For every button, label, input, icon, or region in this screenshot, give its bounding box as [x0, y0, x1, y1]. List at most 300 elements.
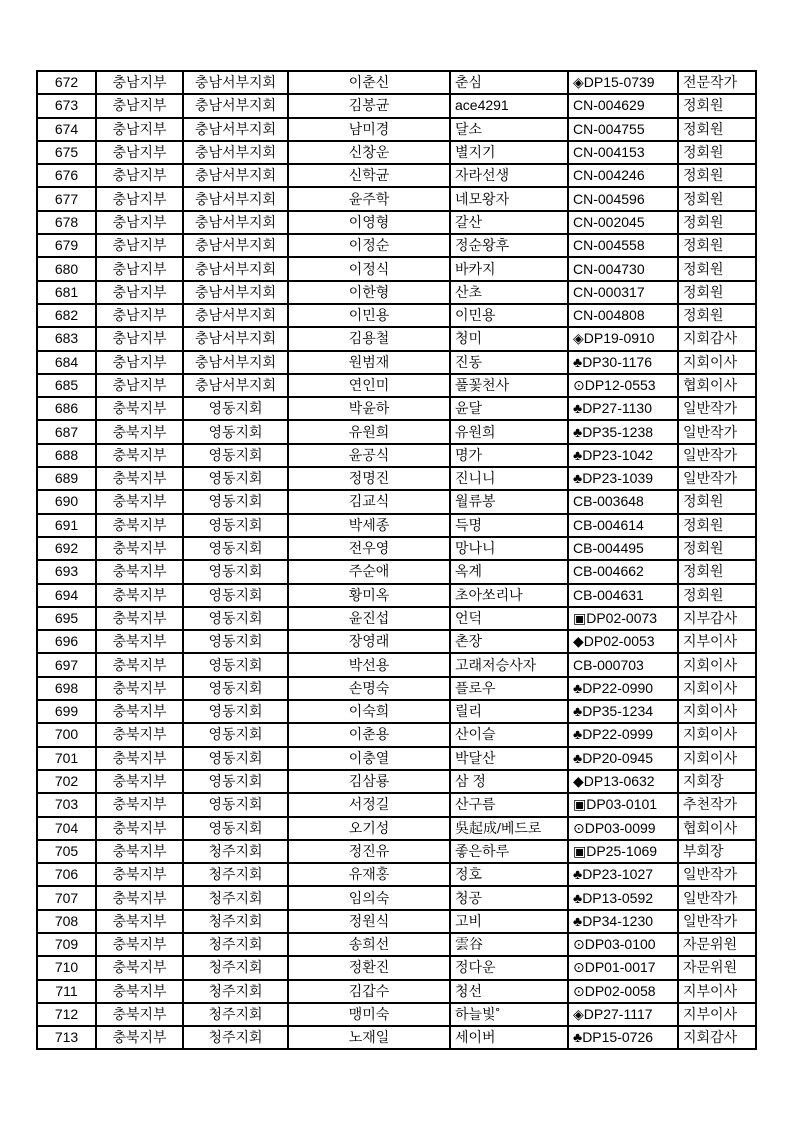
- cell-chapter: 영동지회: [183, 537, 288, 560]
- cell-branch: 충북지부: [96, 1026, 183, 1049]
- cell-pen-name: 별지기: [450, 141, 568, 164]
- cell-chapter: 청주지회: [183, 910, 288, 933]
- cell-member-code: CB-004495: [568, 537, 678, 560]
- cell-no: 699: [37, 700, 96, 723]
- cell-chapter: 청주지회: [183, 1003, 288, 1026]
- cell-name: 이춘용: [288, 723, 450, 746]
- cell-grade: 지회이사: [678, 677, 756, 700]
- cell-name: 신학균: [288, 164, 450, 187]
- cell-pen-name: 바카지: [450, 257, 568, 280]
- cell-grade: 지회이사: [678, 747, 756, 770]
- cell-grade: 정회원: [678, 304, 756, 327]
- cell-name: 노재일: [288, 1026, 450, 1049]
- table-row: [37, 863, 756, 886]
- cell-branch: 충남지부: [96, 327, 183, 350]
- cell-chapter: 충남서부지회: [183, 118, 288, 141]
- cell-grade: 정회원: [678, 560, 756, 583]
- cell-name: 박윤하: [288, 397, 450, 420]
- cell-branch: 충북지부: [96, 956, 183, 979]
- cell-grade: 일반작가: [678, 863, 756, 886]
- cell-chapter: 충남서부지회: [183, 234, 288, 257]
- cell-member-code: ◈DP27-1117: [568, 1003, 678, 1026]
- cell-chapter: 영동지회: [183, 514, 288, 537]
- cell-member-code: ♣DP34-1230: [568, 910, 678, 933]
- cell-chapter: 영동지회: [183, 630, 288, 653]
- cell-grade: 지회감사: [678, 1026, 756, 1049]
- cell-member-code: ♣DP35-1238: [568, 420, 678, 443]
- cell-name: 이충열: [288, 747, 450, 770]
- cell-name: 이민용: [288, 304, 450, 327]
- table-row: [37, 1026, 756, 1049]
- table-row: [37, 910, 756, 933]
- cell-name: 정명진: [288, 467, 450, 490]
- cell-chapter: 충남서부지회: [183, 141, 288, 164]
- cell-member-code: ⊙DP03-0100: [568, 933, 678, 956]
- cell-no: 704: [37, 817, 96, 840]
- cell-pen-name: 청미: [450, 327, 568, 350]
- cell-name: 윤주학: [288, 187, 450, 210]
- cell-pen-name: 명가: [450, 444, 568, 467]
- cell-pen-name: 진동: [450, 351, 568, 374]
- cell-chapter: 영동지회: [183, 793, 288, 816]
- cell-name: 주순애: [288, 560, 450, 583]
- table-row: [37, 118, 756, 141]
- table-row: [37, 187, 756, 210]
- cell-pen-name: 초아쏘리나: [450, 584, 568, 607]
- cell-chapter: 영동지회: [183, 723, 288, 746]
- cell-name: 이영형: [288, 211, 450, 234]
- cell-branch: 충남지부: [96, 374, 183, 397]
- cell-name: 이한형: [288, 281, 450, 304]
- cell-name: 김봉균: [288, 94, 450, 117]
- table-row: [37, 747, 756, 770]
- cell-branch: 충북지부: [96, 980, 183, 1003]
- cell-no: 685: [37, 374, 96, 397]
- cell-name: 이춘신: [288, 71, 450, 94]
- cell-grade: 정회원: [678, 281, 756, 304]
- cell-member-code: CN-004808: [568, 304, 678, 327]
- cell-name: 윤진섭: [288, 607, 450, 630]
- cell-chapter: 충남서부지회: [183, 187, 288, 210]
- cell-grade: 지부이사: [678, 1003, 756, 1026]
- cell-pen-name: 갈산: [450, 211, 568, 234]
- cell-chapter: 영동지회: [183, 584, 288, 607]
- cell-grade: 지부이사: [678, 630, 756, 653]
- roster-body: [37, 71, 756, 1049]
- table-row: [37, 304, 756, 327]
- cell-chapter: 충남서부지회: [183, 327, 288, 350]
- cell-name: 김용철: [288, 327, 450, 350]
- cell-chapter: 충남서부지회: [183, 351, 288, 374]
- cell-member-code: ♣DP23-1027: [568, 863, 678, 886]
- cell-grade: 추천작가: [678, 793, 756, 816]
- cell-branch: 충북지부: [96, 630, 183, 653]
- cell-chapter: 청주지회: [183, 980, 288, 1003]
- cell-grade: 정회원: [678, 584, 756, 607]
- cell-member-code: ♣DP23-1039: [568, 467, 678, 490]
- cell-chapter: 충남서부지회: [183, 257, 288, 280]
- cell-pen-name: 이민용: [450, 304, 568, 327]
- cell-chapter: 영동지회: [183, 467, 288, 490]
- cell-member-code: ♣DP20-0945: [568, 747, 678, 770]
- cell-pen-name: ace4291: [450, 94, 568, 117]
- cell-pen-name: 산구름: [450, 793, 568, 816]
- cell-no: 674: [37, 118, 96, 141]
- cell-branch: 충북지부: [96, 933, 183, 956]
- cell-member-code: ◈DP15-0739: [568, 71, 678, 94]
- cell-no: 707: [37, 886, 96, 909]
- table-row: [37, 560, 756, 583]
- cell-grade: 지회이사: [678, 653, 756, 676]
- cell-no: 698: [37, 677, 96, 700]
- cell-pen-name: 진니니: [450, 467, 568, 490]
- cell-chapter: 충남서부지회: [183, 211, 288, 234]
- cell-chapter: 영동지회: [183, 700, 288, 723]
- cell-no: 678: [37, 211, 96, 234]
- table-row: [37, 351, 756, 374]
- cell-pen-name: 雲谷: [450, 933, 568, 956]
- cell-member-code: CN-004755: [568, 118, 678, 141]
- cell-pen-name: 춘심: [450, 71, 568, 94]
- cell-name: 유재홍: [288, 863, 450, 886]
- cell-chapter: 영동지회: [183, 817, 288, 840]
- cell-pen-name: 촌장: [450, 630, 568, 653]
- cell-member-code: ♣DP35-1234: [568, 700, 678, 723]
- cell-name: 김삼룡: [288, 770, 450, 793]
- table-row: [37, 840, 756, 863]
- cell-chapter: 영동지회: [183, 677, 288, 700]
- cell-pen-name: 고비: [450, 910, 568, 933]
- cell-branch: 충남지부: [96, 211, 183, 234]
- cell-name: 서정길: [288, 793, 450, 816]
- cell-pen-name: 자라선생: [450, 164, 568, 187]
- cell-grade: 자문위원: [678, 933, 756, 956]
- cell-name: 이정식: [288, 257, 450, 280]
- cell-member-code: ♣DP15-0726: [568, 1026, 678, 1049]
- cell-member-code: CN-002045: [568, 211, 678, 234]
- cell-member-code: CN-004246: [568, 164, 678, 187]
- cell-grade: 일반작가: [678, 886, 756, 909]
- cell-pen-name: 릴리: [450, 700, 568, 723]
- cell-branch: 충남지부: [96, 351, 183, 374]
- cell-member-code: CB-004662: [568, 560, 678, 583]
- cell-no: 700: [37, 723, 96, 746]
- cell-chapter: 충남서부지회: [183, 281, 288, 304]
- cell-pen-name: 월류봉: [450, 490, 568, 513]
- cell-name: 전우영: [288, 537, 450, 560]
- cell-no: 713: [37, 1026, 96, 1049]
- cell-grade: 정회원: [678, 164, 756, 187]
- cell-chapter: 영동지회: [183, 490, 288, 513]
- cell-no: 706: [37, 863, 96, 886]
- cell-branch: 충남지부: [96, 94, 183, 117]
- cell-pen-name: 언덕: [450, 607, 568, 630]
- cell-member-code: CN-004730: [568, 257, 678, 280]
- cell-name: 맹미숙: [288, 1003, 450, 1026]
- cell-branch: 충남지부: [96, 187, 183, 210]
- cell-branch: 충북지부: [96, 560, 183, 583]
- table-row: [37, 700, 756, 723]
- cell-no: 691: [37, 514, 96, 537]
- cell-branch: 충북지부: [96, 514, 183, 537]
- cell-no: 683: [37, 327, 96, 350]
- cell-name: 김갑수: [288, 980, 450, 1003]
- cell-member-code: CN-000317: [568, 281, 678, 304]
- cell-name: 송희선: [288, 933, 450, 956]
- cell-chapter: 충남서부지회: [183, 94, 288, 117]
- cell-no: 679: [37, 234, 96, 257]
- cell-chapter: 청주지회: [183, 933, 288, 956]
- cell-no: 695: [37, 607, 96, 630]
- cell-member-code: CB-004614: [568, 514, 678, 537]
- cell-chapter: 청주지회: [183, 840, 288, 863]
- cell-member-code: ⊙DP03-0099: [568, 817, 678, 840]
- table-row: [37, 793, 756, 816]
- cell-branch: 충북지부: [96, 910, 183, 933]
- cell-grade: 지회장: [678, 770, 756, 793]
- cell-chapter: 충남서부지회: [183, 71, 288, 94]
- cell-branch: 충북지부: [96, 653, 183, 676]
- table-row: [37, 490, 756, 513]
- cell-chapter: 청주지회: [183, 863, 288, 886]
- cell-pen-name: 청공: [450, 886, 568, 909]
- cell-branch: 충남지부: [96, 281, 183, 304]
- cell-grade: 정회원: [678, 490, 756, 513]
- cell-pen-name: 삼 정: [450, 770, 568, 793]
- cell-member-code: CN-004558: [568, 234, 678, 257]
- table-row: [37, 677, 756, 700]
- cell-chapter: 영동지회: [183, 444, 288, 467]
- cell-no: 712: [37, 1003, 96, 1026]
- cell-no: 705: [37, 840, 96, 863]
- table-row: [37, 584, 756, 607]
- cell-name: 이정순: [288, 234, 450, 257]
- cell-grade: 정회원: [678, 118, 756, 141]
- table-row: [37, 770, 756, 793]
- cell-grade: 일반작가: [678, 420, 756, 443]
- table-row: [37, 281, 756, 304]
- table-row: [37, 397, 756, 420]
- cell-branch: 충북지부: [96, 467, 183, 490]
- cell-no: 689: [37, 467, 96, 490]
- cell-no: 711: [37, 980, 96, 1003]
- cell-grade: 전문작가: [678, 71, 756, 94]
- cell-name: 정환진: [288, 956, 450, 979]
- cell-name: 이숙희: [288, 700, 450, 723]
- cell-grade: 정회원: [678, 141, 756, 164]
- cell-branch: 충북지부: [96, 840, 183, 863]
- cell-grade: 지부감사: [678, 607, 756, 630]
- cell-member-code: CN-004629: [568, 94, 678, 117]
- table-row: [37, 257, 756, 280]
- cell-no: 672: [37, 71, 96, 94]
- cell-grade: 자문위원: [678, 956, 756, 979]
- cell-member-code: ♣DP13-0592: [568, 886, 678, 909]
- cell-name: 손명숙: [288, 677, 450, 700]
- cell-pen-name: 박달산: [450, 747, 568, 770]
- cell-no: 676: [37, 164, 96, 187]
- cell-branch: 충북지부: [96, 793, 183, 816]
- table-row: [37, 420, 756, 443]
- cell-no: 693: [37, 560, 96, 583]
- cell-branch: 충남지부: [96, 141, 183, 164]
- table-row: [37, 630, 756, 653]
- cell-name: 임의숙: [288, 886, 450, 909]
- cell-branch: 충북지부: [96, 584, 183, 607]
- cell-chapter: 충남서부지회: [183, 164, 288, 187]
- cell-chapter: 영동지회: [183, 607, 288, 630]
- cell-grade: 일반작가: [678, 910, 756, 933]
- table-row: [37, 444, 756, 467]
- table-row: [37, 817, 756, 840]
- table-row: [37, 71, 756, 94]
- cell-pen-name: 윤달: [450, 397, 568, 420]
- table-row: [37, 327, 756, 350]
- cell-no: 687: [37, 420, 96, 443]
- cell-member-code: ◆DP13-0632: [568, 770, 678, 793]
- table-row: [37, 94, 756, 117]
- cell-chapter: 영동지회: [183, 770, 288, 793]
- cell-name: 박세종: [288, 514, 450, 537]
- table-row: [37, 234, 756, 257]
- cell-name: 황미옥: [288, 584, 450, 607]
- table-row: [37, 607, 756, 630]
- cell-no: 681: [37, 281, 96, 304]
- cell-no: 682: [37, 304, 96, 327]
- cell-grade: 지회감사: [678, 327, 756, 350]
- cell-pen-name: 산초: [450, 281, 568, 304]
- cell-pen-name: 세이버: [450, 1026, 568, 1049]
- cell-grade: 지회이사: [678, 700, 756, 723]
- table-row: [37, 141, 756, 164]
- cell-grade: 정회원: [678, 537, 756, 560]
- cell-member-code: ♣DP27-1130: [568, 397, 678, 420]
- cell-pen-name: 吳起成/베드로: [450, 817, 568, 840]
- cell-member-code: ◈DP19-0910: [568, 327, 678, 350]
- cell-member-code: ♣DP23-1042: [568, 444, 678, 467]
- cell-member-code: ◆DP02-0053: [568, 630, 678, 653]
- cell-name: 장영래: [288, 630, 450, 653]
- cell-grade: 일반작가: [678, 467, 756, 490]
- cell-chapter: 청주지회: [183, 956, 288, 979]
- cell-branch: 충북지부: [96, 490, 183, 513]
- cell-no: 690: [37, 490, 96, 513]
- table-row: [37, 1003, 756, 1026]
- cell-grade: 협회이사: [678, 817, 756, 840]
- cell-branch: 충북지부: [96, 700, 183, 723]
- cell-pen-name: 정순왕후: [450, 234, 568, 257]
- cell-pen-name: 좋은하루: [450, 840, 568, 863]
- cell-member-code: CN-004596: [568, 187, 678, 210]
- cell-pen-name: 플로우: [450, 677, 568, 700]
- cell-branch: 충북지부: [96, 677, 183, 700]
- cell-member-code: ▣DP02-0073: [568, 607, 678, 630]
- table-row: [37, 374, 756, 397]
- cell-branch: 충북지부: [96, 1003, 183, 1026]
- cell-branch: 충북지부: [96, 420, 183, 443]
- cell-pen-name: 망나니: [450, 537, 568, 560]
- cell-branch: 충남지부: [96, 234, 183, 257]
- cell-no: 709: [37, 933, 96, 956]
- cell-member-code: CB-003648: [568, 490, 678, 513]
- cell-no: 701: [37, 747, 96, 770]
- cell-name: 유원희: [288, 420, 450, 443]
- cell-no: 703: [37, 793, 96, 816]
- table-row: [37, 164, 756, 187]
- table-row: [37, 514, 756, 537]
- cell-branch: 충북지부: [96, 886, 183, 909]
- cell-grade: 부회장: [678, 840, 756, 863]
- cell-pen-name: 득명: [450, 514, 568, 537]
- cell-pen-name: 하늘빛˚: [450, 1003, 568, 1026]
- cell-no: 686: [37, 397, 96, 420]
- cell-grade: 일반작가: [678, 444, 756, 467]
- cell-grade: 정회원: [678, 234, 756, 257]
- cell-no: 692: [37, 537, 96, 560]
- cell-chapter: 청주지회: [183, 886, 288, 909]
- cell-no: 675: [37, 141, 96, 164]
- cell-branch: 충북지부: [96, 863, 183, 886]
- cell-chapter: 영동지회: [183, 653, 288, 676]
- cell-no: 677: [37, 187, 96, 210]
- cell-pen-name: 산이슬: [450, 723, 568, 746]
- table-row: [37, 933, 756, 956]
- cell-branch: 충북지부: [96, 444, 183, 467]
- cell-grade: 정회원: [678, 94, 756, 117]
- cell-no: 680: [37, 257, 96, 280]
- table-row: [37, 956, 756, 979]
- cell-branch: 충남지부: [96, 118, 183, 141]
- cell-pen-name: 풀꽃천사: [450, 374, 568, 397]
- cell-member-code: CB-000703: [568, 653, 678, 676]
- cell-branch: 충북지부: [96, 723, 183, 746]
- cell-member-code: ♣DP22-0990: [568, 677, 678, 700]
- cell-member-code: ♣DP22-0999: [568, 723, 678, 746]
- table-row: [37, 980, 756, 1003]
- cell-grade: 지부이사: [678, 980, 756, 1003]
- cell-name: 김교식: [288, 490, 450, 513]
- cell-member-code: ▣DP25-1069: [568, 840, 678, 863]
- cell-grade: 지회이사: [678, 723, 756, 746]
- cell-chapter: 영동지회: [183, 560, 288, 583]
- cell-pen-name: 고래저승사자: [450, 653, 568, 676]
- member-roster-table: [36, 70, 757, 1050]
- cell-member-code: ⊙DP02-0058: [568, 980, 678, 1003]
- table-row: [37, 211, 756, 234]
- cell-member-code: CB-004631: [568, 584, 678, 607]
- cell-name: 박선용: [288, 653, 450, 676]
- table-row: [37, 723, 756, 746]
- cell-name: 정진유: [288, 840, 450, 863]
- table-row: [37, 886, 756, 909]
- cell-pen-name: 네모왕자: [450, 187, 568, 210]
- cell-branch: 충북지부: [96, 770, 183, 793]
- cell-chapter: 영동지회: [183, 747, 288, 770]
- cell-chapter: 충남서부지회: [183, 374, 288, 397]
- cell-name: 남미경: [288, 118, 450, 141]
- cell-no: 697: [37, 653, 96, 676]
- table-row: [37, 653, 756, 676]
- cell-name: 윤공식: [288, 444, 450, 467]
- cell-chapter: 영동지회: [183, 397, 288, 420]
- cell-pen-name: 정다운: [450, 956, 568, 979]
- cell-no: 673: [37, 94, 96, 117]
- cell-grade: 지회이사: [678, 351, 756, 374]
- cell-pen-name: 옥계: [450, 560, 568, 583]
- cell-grade: 정회원: [678, 257, 756, 280]
- cell-branch: 충남지부: [96, 71, 183, 94]
- cell-no: 694: [37, 584, 96, 607]
